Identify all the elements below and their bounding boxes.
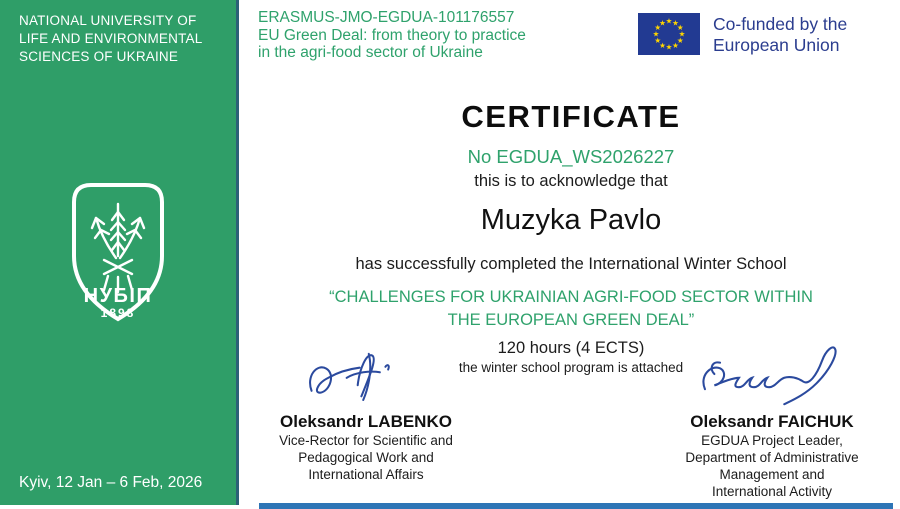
svg-text:★: ★ <box>659 18 666 28</box>
emblem-abbr: НУБІП <box>83 285 153 307</box>
place-date: Kyiv, 12 Jan – 6 Feb, 2026 <box>19 474 203 491</box>
svg-text:★: ★ <box>652 29 660 39</box>
svg-text:★: ★ <box>665 42 673 52</box>
signature-left-icon <box>306 344 426 408</box>
signature-block-right <box>650 340 894 500</box>
signer-name-left: Oleksandr LABENKO <box>280 412 452 431</box>
acknowledge-line: this is to acknowledge that <box>474 172 668 190</box>
completed-line: has successfully completed the International Winter School <box>355 255 787 273</box>
course-title: “CHALLENGES FOR UKRAINIAN AGRI-FOOD SECTOR WITHIN THE EUROPEAN GREEN DEAL” <box>329 288 813 329</box>
svg-text:★: ★ <box>659 40 666 50</box>
hours-line: 120 hours (4 ECTS) <box>497 339 645 357</box>
certificate-title: CERTIFICATE <box>461 99 681 134</box>
project-name-line: in the agri-food sector of Ukraine <box>258 44 483 61</box>
svg-text:★: ★ <box>678 29 686 39</box>
project-name-line: EU Green Deal: from theory to practice <box>258 26 526 44</box>
svg-text:★: ★ <box>672 40 679 50</box>
university-name: NATIONAL UNIVERSITY OF LIFE AND ENVIRONMENTAL SCIENCES OF UKRAINE <box>19 13 202 64</box>
svg-text:★: ★ <box>654 23 662 33</box>
signature-right-icon <box>688 340 856 408</box>
university-emblem <box>62 176 174 333</box>
svg-text:★: ★ <box>676 23 684 33</box>
project-code: ERASMUS-JMO-EGDUA-101176557 <box>258 9 515 26</box>
signer-title-left: Vice-Rector for Scientific and Pedagogical Work and International Affairs <box>279 433 453 482</box>
wheat-icon <box>92 204 144 292</box>
signer-name-right: Oleksandr FAICHUK <box>690 412 854 431</box>
svg-text:★: ★ <box>672 18 679 28</box>
recipient-name: Muzyka Pavlo <box>480 204 662 236</box>
svg-text:★: ★ <box>665 16 673 26</box>
eu-cofunded-text: Co-funded by the European Union <box>713 14 848 55</box>
university-panel <box>0 0 239 505</box>
svg-text:★: ★ <box>676 36 684 46</box>
program-note: the winter school program is attached <box>458 360 684 375</box>
certificate-number: No EGDUA_WS2026227 <box>467 146 675 167</box>
bottom-accent-bar <box>259 503 893 509</box>
emblem-year: 1898 <box>100 306 136 320</box>
shield-emblem-icon <box>62 176 174 328</box>
signer-title-right: EGDUA Project Leader, Department of Administrative Management and International Activity <box>685 433 859 499</box>
svg-text:★: ★ <box>654 36 662 46</box>
signature-block-left <box>250 344 482 483</box>
